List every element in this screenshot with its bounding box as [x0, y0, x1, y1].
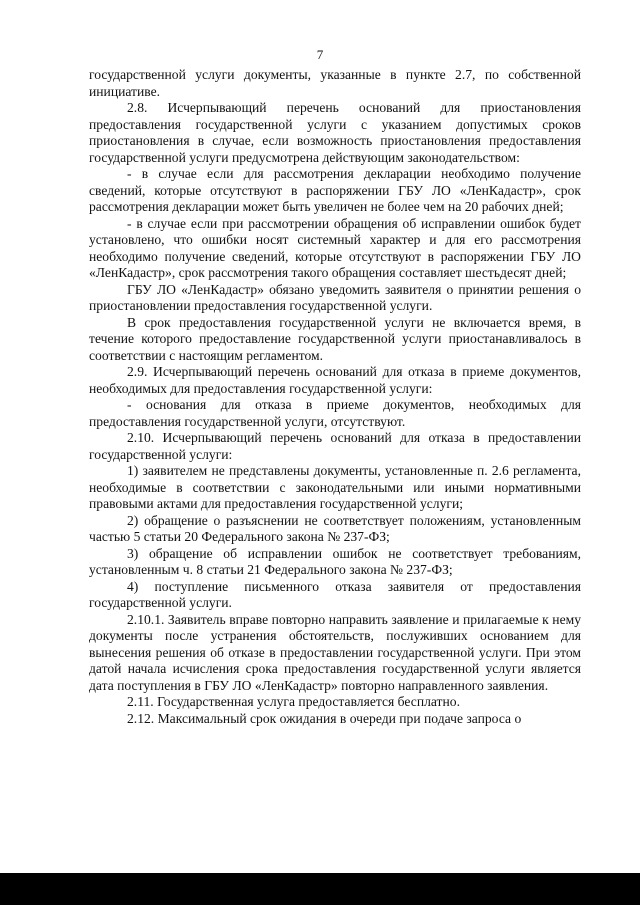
paragraph: ГБУ ЛО «ЛенКадастр» обязано уведомить заявителя о принятии решения о приостановлении предоставления государственной услуги.: [89, 281, 581, 313]
paragraph: 3) обращение об исправлении ошибок не соответствует требованиям, установленным ч. 8 статьи 21 Федерального закона № 237-ФЗ;: [89, 545, 581, 577]
paragraph: 2.8. Исчерпывающий перечень оснований для приостановления предоставления государственной услуги с указанием допустимых сроков приостановления в случае, если возможность приостановления предоставления государственной услуги предусмотрена действующим законодательством:: [89, 100, 581, 165]
paragraph: 2.12. Максимальный срок ожидания в очереди при подаче запроса о: [127, 710, 522, 726]
paragraph: 1) заявителем не представлены документы, установленные п. 2.6 регламента, необходимые в соответствии с законодательными или иными нормативными правовыми актами для предоставления государственной услуги;: [89, 463, 581, 511]
paragraph: 4) поступление письменного отказа заявителя от предоставления государственной услуги.: [89, 578, 581, 610]
paragraph: 2.10. Исчерпывающий перечень оснований для отказа в предоставлении государственной услуги:: [89, 430, 581, 462]
paragraph: 2) обращение о разъяснении не соответствует положениям, установленным частью 5 статьи 20 Федерального закона № 237-ФЗ;: [89, 512, 581, 544]
paragraph: В срок предоставления государственной услуги не включается время, в течение которого предоставление государственной услуги приостанавливалось в соответствии с настоящим регламентом.: [89, 314, 581, 363]
paragraph: 2.10.1. Заявитель вправе повторно направить заявление и прилагаемые к нему документы после устранения обстоятельств, послуживших основанием для вынесения решения об отказе в предоставлении государственной услуги. При этом датой начала исчисления срока предоставления государственной услуги является дата поступления в ГБУ ЛО «ЛенКадастр» повторно направленного заявления.: [89, 611, 581, 693]
paragraph: - в случае если при рассмотрении обращения об исправлении ошибок будет установлено, что ошибки носят системный характер и для его рассмотрения необходимо получение сведений, которые отсутствуют в распоряжении ГБУ ЛО «ЛенКадастр», срок рассмотрения такого обращения составляет шестьдесят дней;: [89, 215, 581, 280]
paragraph: 2.11. Государственная услуга предоставляется бесплатно.: [127, 694, 460, 709]
document-body: [89, 67, 581, 727]
paragraph: - в случае если для рассмотрения декларации необходимо получение сведений, которые отсутствуют в распоряжении ГБУ ЛО «ЛенКадастр», срок рассмотрения декларации может быть увеличен не более чем на 20 рабочих дней;: [89, 166, 581, 214]
paragraph: - основания для отказа в приеме документов, необходимых для предоставления государственной услуги, отсутствуют.: [89, 397, 581, 429]
paragraph: 2.9. Исчерпывающий перечень оснований для отказа в приеме документов, необходимых для предоставления государственной услуги:: [89, 364, 581, 396]
page-number: 7: [316, 47, 324, 62]
scan-border-bar: [0, 873, 640, 905]
paragraph: государственной услуги документы, указанные в пункте 2.7, по собственной инициативе.: [89, 67, 581, 99]
